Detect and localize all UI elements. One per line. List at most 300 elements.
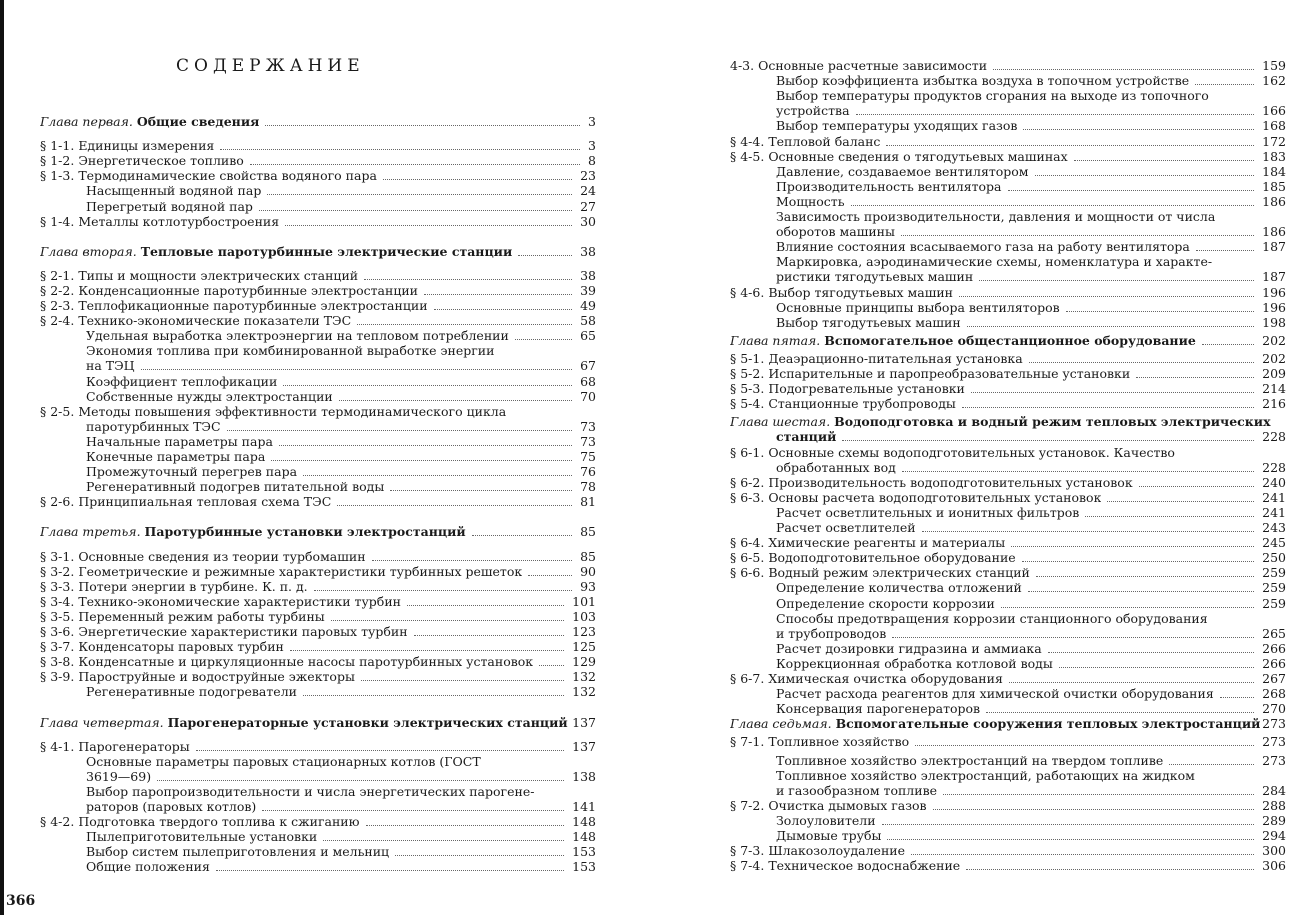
page-ref: 196: [1262, 284, 1286, 300]
toc-entry: [730, 656, 1290, 671]
dot-leader: [1035, 164, 1254, 176]
dot-leader: [967, 315, 1254, 327]
toc-entry-text: [776, 686, 1214, 701]
toc-entry-text: [730, 565, 1030, 580]
toc-entry: [40, 579, 600, 594]
chapter-label: Глава третья.: [40, 524, 141, 540]
toc-entry: [40, 624, 600, 639]
toc-entry-text: [730, 671, 1003, 686]
toc-entry-text: [40, 549, 366, 564]
toc-entry: [730, 626, 1290, 641]
dot-leader: [285, 214, 572, 226]
page-ref: 306: [1262, 858, 1286, 874]
subsection-title: Расчет осветлителей: [776, 520, 916, 535]
dot-leader: [1169, 753, 1254, 765]
page-ref: 289: [1262, 812, 1286, 828]
toc-entry-text: [40, 494, 331, 509]
toc-entry-text: [776, 194, 845, 209]
page-ref: 81: [580, 494, 596, 510]
section-number: § 4-5.: [730, 148, 769, 164]
dot-leader: [337, 494, 572, 506]
scan-edge: [0, 0, 4, 915]
toc-entry-text: [86, 343, 494, 358]
subsection-title: Перегретый водяной пар: [86, 198, 253, 214]
toc-entry-text: [776, 73, 1189, 88]
page-ref: 73: [580, 418, 596, 434]
section-number: § 3-4.: [40, 593, 79, 609]
toc-entry-text: [776, 768, 1195, 783]
toc-entry: [730, 460, 1290, 475]
toc-entry: [730, 429, 1290, 444]
toc-entry: [40, 829, 600, 844]
subsection-title: ристики тягодутьевых машин: [776, 269, 974, 285]
toc-entry-text: [86, 769, 151, 784]
page-ref: 8: [588, 153, 596, 169]
dot-leader: [515, 328, 572, 340]
toc-entry-text: [40, 298, 428, 313]
dot-leader: [472, 524, 572, 536]
toc-entry-text: [776, 103, 850, 118]
page-ref: 70: [580, 388, 596, 404]
section-title: Техническое водоснабжение: [768, 858, 961, 874]
dot-leader: [227, 419, 572, 431]
toc-entry: [40, 494, 600, 509]
section-title: Теплофикационные паротурбинные электростанции: [78, 298, 428, 313]
chapter-title: Тепловые паротурбинные электрические станции: [140, 243, 513, 259]
toc-entry-text: [730, 366, 1130, 381]
toc-entry: [40, 814, 600, 829]
dot-leader: [902, 460, 1254, 472]
dot-leader: [366, 814, 564, 826]
subsection-title: Промежуточный перегрев пара: [86, 464, 298, 480]
subsection-title: Топливное хозяйство электростанций, работающих на жидком: [776, 767, 1195, 783]
subsection-title: Основные параметры паровых стационарных котлов (ГОСТ: [86, 753, 481, 769]
toc-entry: [730, 475, 1290, 490]
toc-entry: [40, 739, 600, 754]
page-ref: 202: [1262, 350, 1286, 366]
dot-leader: [979, 269, 1254, 281]
toc-entry-text: [86, 419, 221, 434]
chapter-label: Глава четвертая.: [40, 714, 164, 730]
section-title: Водный режим электрических станций: [768, 565, 1030, 581]
section-number: § 7-3.: [730, 843, 769, 859]
dot-leader: [962, 396, 1254, 408]
page-ref: 259: [1262, 580, 1286, 596]
section-number: § 3-8.: [40, 654, 79, 670]
toc-entry: [40, 343, 600, 358]
section-number: § 5-1.: [730, 350, 769, 366]
dot-leader: [196, 739, 564, 751]
page-ref: 38: [580, 267, 596, 283]
toc-entry: [730, 179, 1290, 194]
dot-leader: [882, 813, 1254, 825]
page-ref: 216: [1262, 396, 1286, 412]
page-ref: 123: [572, 624, 596, 639]
toc-entry-text: [730, 858, 960, 873]
toc-entry: [40, 244, 600, 259]
dot-leader: [1136, 366, 1254, 378]
page-ref: 243: [1262, 520, 1286, 535]
section-number: § 7-4.: [730, 858, 769, 874]
dot-leader: [1023, 118, 1254, 130]
section-number: § 2-6.: [40, 494, 79, 510]
dot-leader: [1220, 686, 1254, 698]
page-ref: 132: [572, 684, 596, 700]
toc-entry: [40, 524, 600, 539]
page-ref: 268: [1262, 686, 1286, 702]
toc-entry: [730, 445, 1290, 460]
toc-entry-text: [730, 550, 1016, 565]
toc-entry: [730, 858, 1290, 873]
subsection-title: Выбор паропроизводительности и числа энергетических парогене-: [86, 783, 535, 799]
toc-entry: [730, 843, 1290, 858]
page-ref: 58: [580, 313, 596, 329]
section-number: 4-3.: [730, 58, 759, 73]
section-title: Энергетическое топливо: [78, 153, 244, 169]
toc-entry-text: [86, 328, 509, 343]
chapter-title: Водоподготовка и водный режим тепловых электрических: [834, 414, 1271, 430]
toc-entry: [40, 404, 600, 419]
chapter-title: Парогенераторные установки электрических станций: [167, 714, 568, 730]
section-title: Геометрические и режимные характеристики турбинных решеток: [78, 563, 523, 579]
toc-entry-text: [730, 475, 1133, 490]
toc-entry-text: [40, 138, 214, 153]
toc-entry-text: [776, 520, 916, 535]
toc-entry: [40, 268, 600, 283]
toc-entry-text: [40, 524, 466, 539]
toc-entry-text: [86, 389, 333, 404]
subsection-title: раторов (паровых котлов): [86, 799, 257, 814]
toc-entry: [730, 396, 1290, 411]
page-ref: 68: [580, 373, 596, 389]
section-number: § 6-2.: [730, 474, 769, 490]
toc-entry-text: [40, 594, 401, 609]
dot-leader: [915, 734, 1254, 746]
toc-entry-text: [776, 753, 1163, 768]
toc-entry: [730, 209, 1290, 224]
toc-entry-text: [776, 315, 961, 330]
toc-entry: [730, 134, 1290, 149]
dot-leader: [1139, 475, 1254, 487]
section-title: Подогревательные установки: [768, 381, 965, 397]
page-ref: 148: [572, 829, 596, 845]
page-ref: 153: [572, 844, 596, 860]
toc-entry-text: [730, 333, 1196, 348]
toc-entry: [730, 596, 1290, 611]
section-title: Металлы котлотурбостроения: [78, 213, 280, 229]
dot-leader: [993, 58, 1254, 70]
toc-entry: [730, 333, 1290, 348]
section-number: § 4-6.: [730, 284, 769, 300]
subsection-title: оборотов машины: [776, 224, 895, 240]
section-title: Деаэрационно-питательная установка: [768, 350, 1023, 366]
subsection-title: Определение скорости коррозии: [776, 595, 995, 611]
dot-leader: [331, 609, 564, 621]
toc-entry-text: [730, 58, 987, 73]
toc-entry-text: [86, 434, 273, 449]
section-number: § 3-2.: [40, 563, 79, 579]
section-number: § 2-4.: [40, 313, 79, 329]
toc-entry-text: [776, 701, 980, 716]
chapter-label: Глава седьмая.: [730, 716, 832, 732]
section-title: Выбор тягодутьевых машин: [768, 284, 953, 300]
page-ref: 266: [1262, 640, 1286, 656]
toc-entry: [40, 564, 600, 579]
toc-entry-text: [86, 464, 297, 479]
section-title: Технико-экономические характеристики турбин: [78, 593, 401, 609]
page-ref: 294: [1262, 828, 1286, 843]
page-ref: 240: [1262, 474, 1286, 490]
dot-leader: [303, 684, 564, 696]
toc-entry: [730, 381, 1290, 396]
dot-leader: [250, 153, 580, 165]
dot-leader: [259, 199, 572, 211]
section-number: § 1-2.: [40, 153, 79, 169]
dot-leader: [434, 298, 572, 310]
toc-entry-text: [776, 239, 1190, 254]
section-number: § 5-2.: [730, 366, 769, 381]
page-ref: 39: [580, 282, 596, 298]
toc-entry: [730, 520, 1290, 535]
dot-leader: [303, 464, 572, 476]
toc-entry-text: [776, 580, 1022, 595]
chapter-title: Вспомогательные сооружения тепловых электростанций: [835, 716, 1261, 732]
subsection-title: Производительность вентилятора: [776, 178, 1002, 194]
toc-entry: [730, 285, 1290, 300]
toc-entry: [40, 639, 600, 654]
page-ref: 132: [572, 669, 596, 685]
toc-entry-text: [40, 654, 533, 669]
dot-leader: [528, 564, 572, 576]
section-number: § 4-1.: [40, 738, 79, 754]
toc-entry: [730, 565, 1290, 580]
dot-leader: [539, 654, 564, 666]
toc-entry: [40, 199, 600, 214]
toc-entry: [40, 168, 600, 183]
subsection-title: Дымовые трубы: [776, 828, 882, 843]
toc-entry: [730, 164, 1290, 179]
page-ref: 187: [1262, 239, 1286, 255]
toc-entry: [40, 844, 600, 859]
page-ref: 138: [572, 768, 596, 784]
dot-leader: [1048, 641, 1254, 653]
subsection-title: Выбор температуры продуктов сгорания на выходе из топочного: [776, 88, 1209, 104]
toc-entry-text: [776, 813, 876, 828]
toc-entry-text: [40, 624, 408, 639]
section-title: Шлакозолоудаление: [768, 843, 906, 859]
toc-entry: [40, 114, 600, 129]
toc-entry: [40, 358, 600, 373]
toc-entry-text: [776, 505, 1079, 520]
page-ref: 3: [588, 114, 596, 129]
toc-entry-text: [730, 396, 956, 411]
subsection-title: Способы предотвращения коррозии станционного оборудования: [776, 610, 1208, 626]
toc-entry: [730, 768, 1290, 783]
toc-entry: [40, 138, 600, 153]
page-ref: 273: [1262, 716, 1286, 732]
toc-entry: [730, 671, 1290, 686]
dot-leader: [407, 594, 564, 606]
dot-leader: [1011, 535, 1254, 547]
section-number: § 7-1.: [730, 734, 769, 750]
toc-entry-text: [730, 734, 909, 749]
dot-leader: [339, 389, 572, 401]
page-ref: 137: [572, 738, 596, 754]
toc-entry: [730, 414, 1290, 429]
toc-entry: [730, 753, 1290, 768]
page-ref: 202: [1262, 332, 1286, 348]
section-number: § 1-1.: [40, 138, 79, 154]
dot-leader: [414, 624, 564, 636]
dot-leader: [518, 244, 572, 256]
page-ref: 23: [580, 168, 596, 184]
page-ref: 187: [1262, 269, 1286, 285]
section-title: Производительность водоподготовительных установок: [768, 474, 1133, 490]
chapter-title: Паротурбинные установки электростанций: [144, 524, 466, 540]
section-number: § 5-4.: [730, 396, 769, 412]
subsection-title: устройства: [776, 103, 850, 119]
toc-entry: [40, 669, 600, 684]
toc-entry-text: [776, 429, 836, 444]
section-title: Тепловой баланс: [768, 133, 881, 149]
dot-leader: [383, 168, 572, 180]
toc-entry: [40, 715, 600, 730]
subsection-title: и трубопроводов: [776, 625, 887, 641]
page-ref: 185: [1262, 178, 1286, 194]
page-ref: 198: [1262, 314, 1286, 330]
toc-entry-text: [776, 828, 881, 843]
subsection-title: Выбор систем пылеприготовления и мельниц: [86, 844, 390, 860]
dot-leader: [1202, 333, 1254, 345]
page-ref: 125: [572, 639, 596, 655]
dot-leader: [267, 183, 572, 195]
page-ref: 300: [1262, 843, 1286, 859]
toc-entry-text: [86, 799, 256, 814]
toc-entry: [730, 73, 1290, 88]
subsection-title: Влияние состояния всасываемого газа на работу вентилятора: [776, 239, 1190, 255]
dot-leader: [842, 429, 1254, 441]
subsection-title: Регенеративные подогреватели: [86, 684, 297, 700]
toc-entry: [730, 734, 1290, 749]
toc-entry-text: [776, 118, 1017, 133]
toc-entry-text: [730, 798, 927, 813]
toc-entry-text: [776, 269, 973, 284]
dot-leader: [1008, 179, 1254, 191]
page-ref: 75: [580, 449, 596, 464]
toc-entry: [40, 153, 600, 168]
toc-entry-text: [776, 783, 937, 798]
dot-leader: [314, 579, 572, 591]
page-ref: 129: [572, 654, 596, 670]
toc-entry: [730, 88, 1290, 103]
section-title: Парогенераторы: [78, 738, 190, 754]
section-title: Пароструйные и водоструйные эжекторы: [78, 669, 355, 685]
toc-entry-text: [730, 490, 1101, 505]
page-ref: 228: [1262, 459, 1286, 475]
subsection-title: Удельная выработка электроэнергии на тепловом потреблении: [86, 328, 509, 344]
page-gutter: [656, 60, 670, 910]
dot-leader: [851, 194, 1254, 206]
subsection-title: Мощность: [776, 193, 845, 209]
toc-entry-text: [40, 214, 279, 229]
toc-entry: [40, 464, 600, 479]
page-ref: 284: [1262, 782, 1286, 798]
dot-leader: [1036, 565, 1254, 577]
subsection-title: Коррекционная обработка котловой воды: [776, 655, 1053, 671]
toc-entry: [40, 654, 600, 669]
subsection-title: паротурбинных ТЭС: [86, 418, 221, 434]
section-title: Топливное хозяйство: [768, 734, 910, 750]
toc-entry: [730, 194, 1290, 209]
subsection-title: Выбор коэффициента избытка воздуха в топочном устройстве: [776, 73, 1190, 89]
subsection-title: Расчет дозировки гидразина и аммиака: [776, 640, 1042, 656]
page-ref: 270: [1262, 701, 1286, 717]
section-number: § 6-3.: [730, 489, 769, 505]
toc-entry: [40, 684, 600, 699]
toc-entry-text: [86, 859, 210, 874]
toc-entry-text: [730, 134, 880, 149]
toc-entry-text: [776, 611, 1208, 626]
dot-leader: [361, 669, 564, 681]
toc-entry-text: [86, 199, 253, 214]
chapter-label: Глава пятая.: [730, 332, 821, 348]
toc-entry: [730, 641, 1290, 656]
page-ref: 245: [1262, 535, 1286, 551]
section-title: Очистка дымовых газов: [768, 797, 927, 813]
page-ref: 38: [580, 243, 596, 259]
subsection-title: Давление, создаваемое вентилятором: [776, 163, 1029, 179]
section-title: Подготовка твердого топлива к сжиганию: [78, 814, 360, 830]
toc-entry: [40, 479, 600, 494]
dot-leader: [986, 701, 1254, 713]
page-ref: 137: [572, 714, 596, 730]
dot-leader: [271, 449, 572, 461]
dot-leader: [1107, 490, 1254, 502]
section-number: § 3-3.: [40, 578, 79, 594]
page-ref: 241: [1262, 504, 1286, 520]
section-number: § 7-2.: [730, 797, 769, 813]
section-title: Технико-экономические показатели ТЭС: [78, 313, 352, 329]
subsection-title: Пылеприготовительные установки: [86, 829, 318, 845]
dot-leader: [943, 783, 1254, 795]
toc-entry: [40, 419, 600, 434]
subsection-title: Собственные нужды электростанции: [86, 388, 333, 404]
toc-entry-text: [730, 414, 1271, 429]
dot-leader: [922, 520, 1254, 532]
toc-entry-text: [40, 639, 284, 654]
section-title: Станционные трубопроводы: [768, 396, 956, 412]
chapter-label: Глава первая.: [40, 114, 133, 129]
dot-leader: [966, 858, 1254, 870]
toc-entry: [40, 374, 600, 389]
section-title: Энергетические характеристики паровых турбин: [78, 624, 408, 639]
section-title: Основные сведения о тягодутьевых машинах: [768, 148, 1068, 164]
dot-leader: [290, 639, 564, 651]
toc-entry: [730, 490, 1290, 505]
toc-entry: [730, 686, 1290, 701]
page-ref: 101: [572, 593, 596, 609]
dot-leader: [216, 859, 564, 871]
page-ref: 30: [580, 213, 596, 229]
subsection-title: Конечные параметры пара: [86, 449, 266, 464]
page-ref: 273: [1262, 752, 1286, 768]
section-title: Переменный режим работы турбины: [78, 608, 325, 624]
page-ref: 90: [580, 563, 596, 579]
dot-leader: [141, 358, 572, 370]
toc-entry-text: [40, 564, 522, 579]
subsection-title: Насыщенный водяной пар: [86, 183, 262, 199]
toc-entry: [40, 784, 600, 799]
